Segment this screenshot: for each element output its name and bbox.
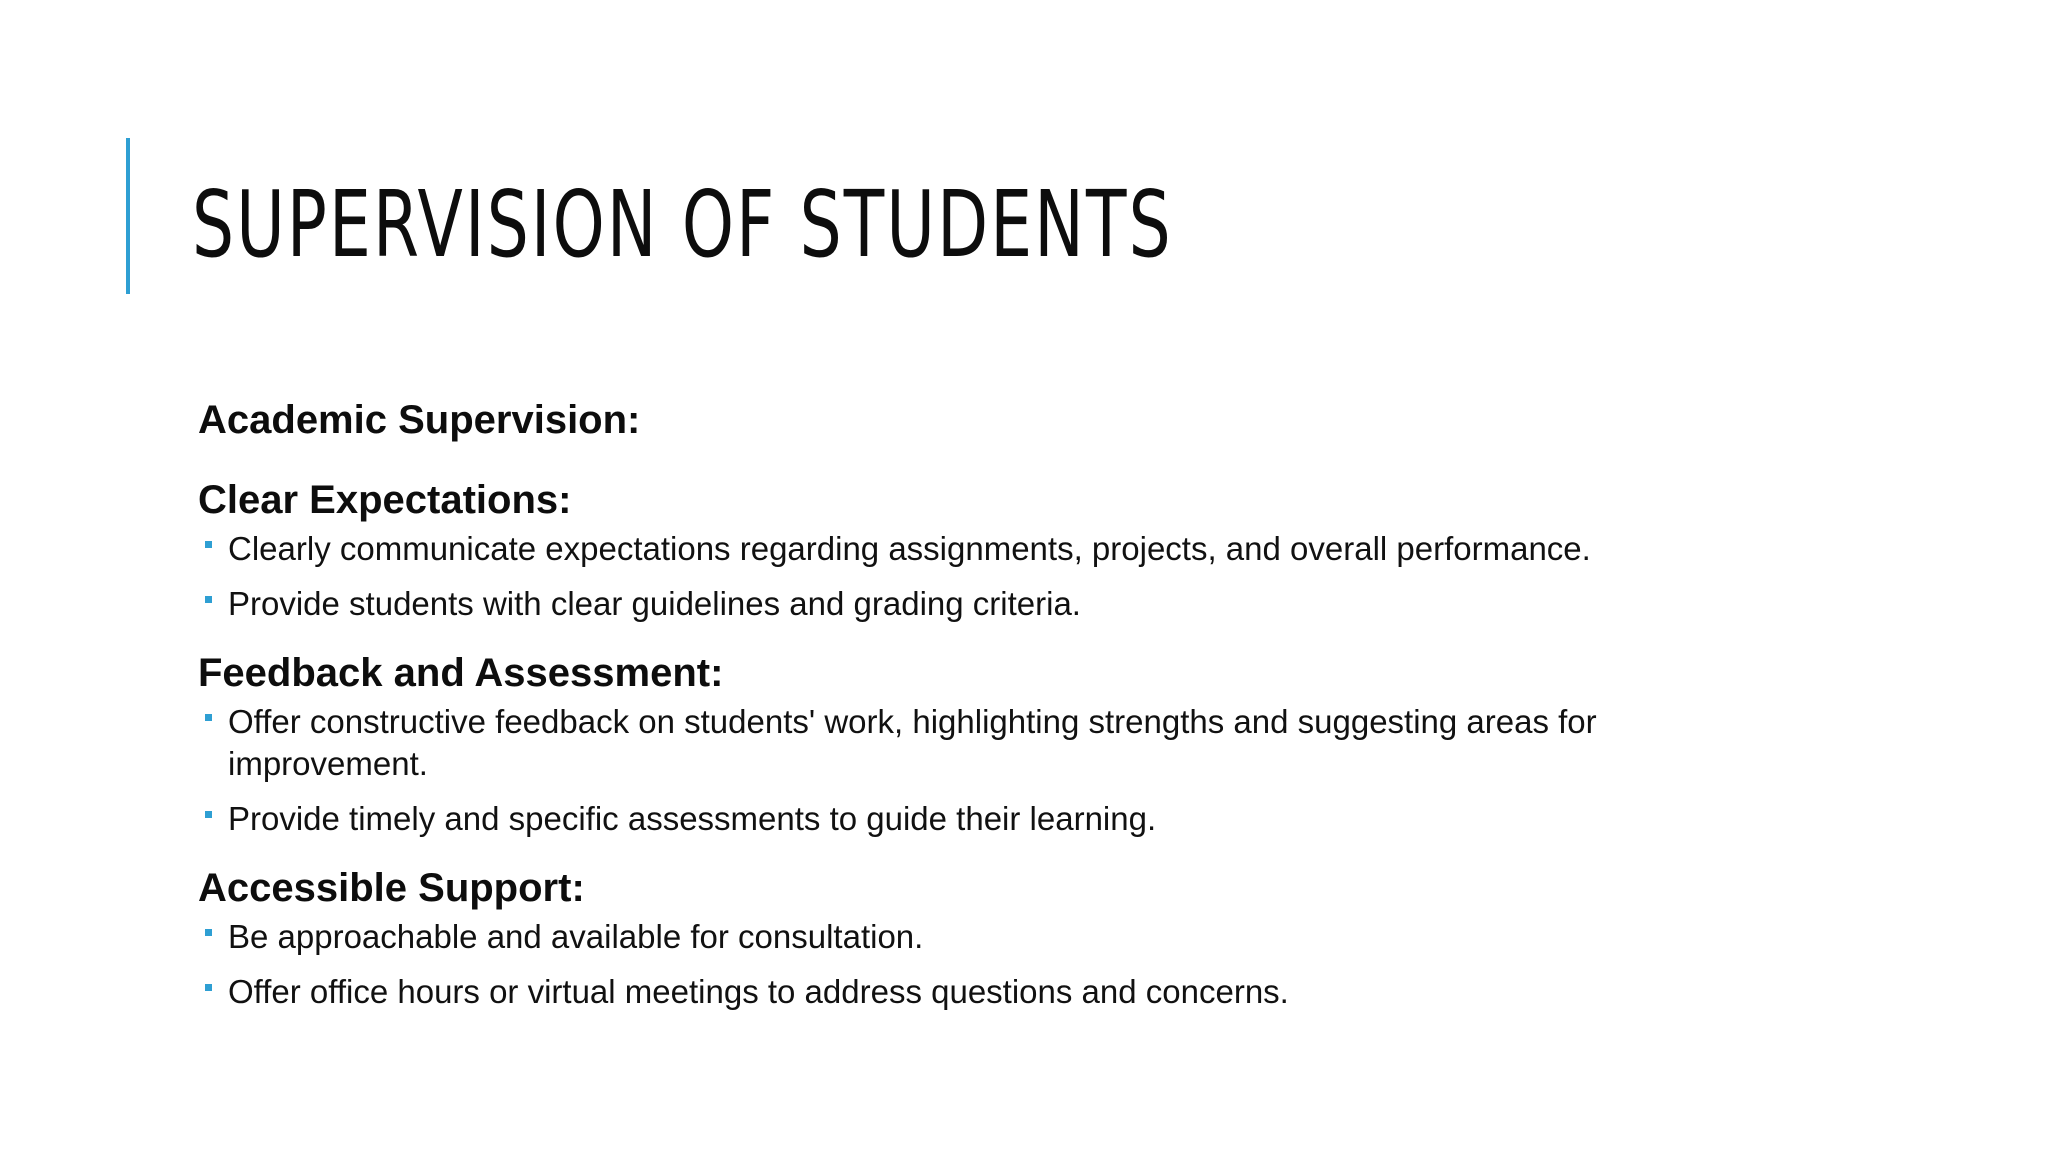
bullet-text: Clearly communicate expectations regarding assignments, projects, and overall performance. [228, 530, 1591, 567]
square-bullet-icon [205, 596, 212, 603]
bullet-list [198, 528, 1758, 625]
square-bullet-icon [205, 811, 212, 818]
square-bullet-icon [205, 984, 212, 991]
list-item [198, 798, 1758, 840]
section-clear-expectations [198, 474, 1758, 625]
list-item [198, 971, 1758, 1013]
title-accent-bar [126, 138, 130, 294]
list-item [198, 528, 1758, 570]
slide-title: SUPERVISION OF STUDENTS [192, 171, 1173, 278]
bullet-text: Provide students with clear guidelines and grading criteria. [228, 585, 1081, 622]
bullet-list [198, 701, 1758, 840]
section-feedback-assessment [198, 647, 1758, 840]
bullet-text: Offer constructive feedback on students' work, highlighting strengths and suggesting areas for improvement. [228, 703, 1597, 782]
bullet-text: Offer office hours or virtual meetings to address questions and concerns. [228, 973, 1289, 1010]
square-bullet-icon [205, 541, 212, 548]
section-accessible-support [198, 862, 1758, 1013]
section-heading: Accessible Support: [198, 866, 585, 910]
square-bullet-icon [205, 714, 212, 721]
bullet-text: Provide timely and specific assessments to guide their learning. [228, 800, 1157, 837]
list-item [198, 583, 1758, 625]
section-heading: Feedback and Assessment: [198, 651, 724, 695]
list-item [198, 701, 1758, 785]
list-item [198, 916, 1758, 958]
bullet-list [198, 916, 1758, 1013]
section-heading: Clear Expectations: [198, 478, 572, 522]
square-bullet-icon [205, 929, 212, 936]
main-heading: Academic Supervision: [198, 398, 641, 442]
slide-content [198, 394, 1758, 1035]
bullet-text: Be approachable and available for consultation. [228, 918, 924, 955]
